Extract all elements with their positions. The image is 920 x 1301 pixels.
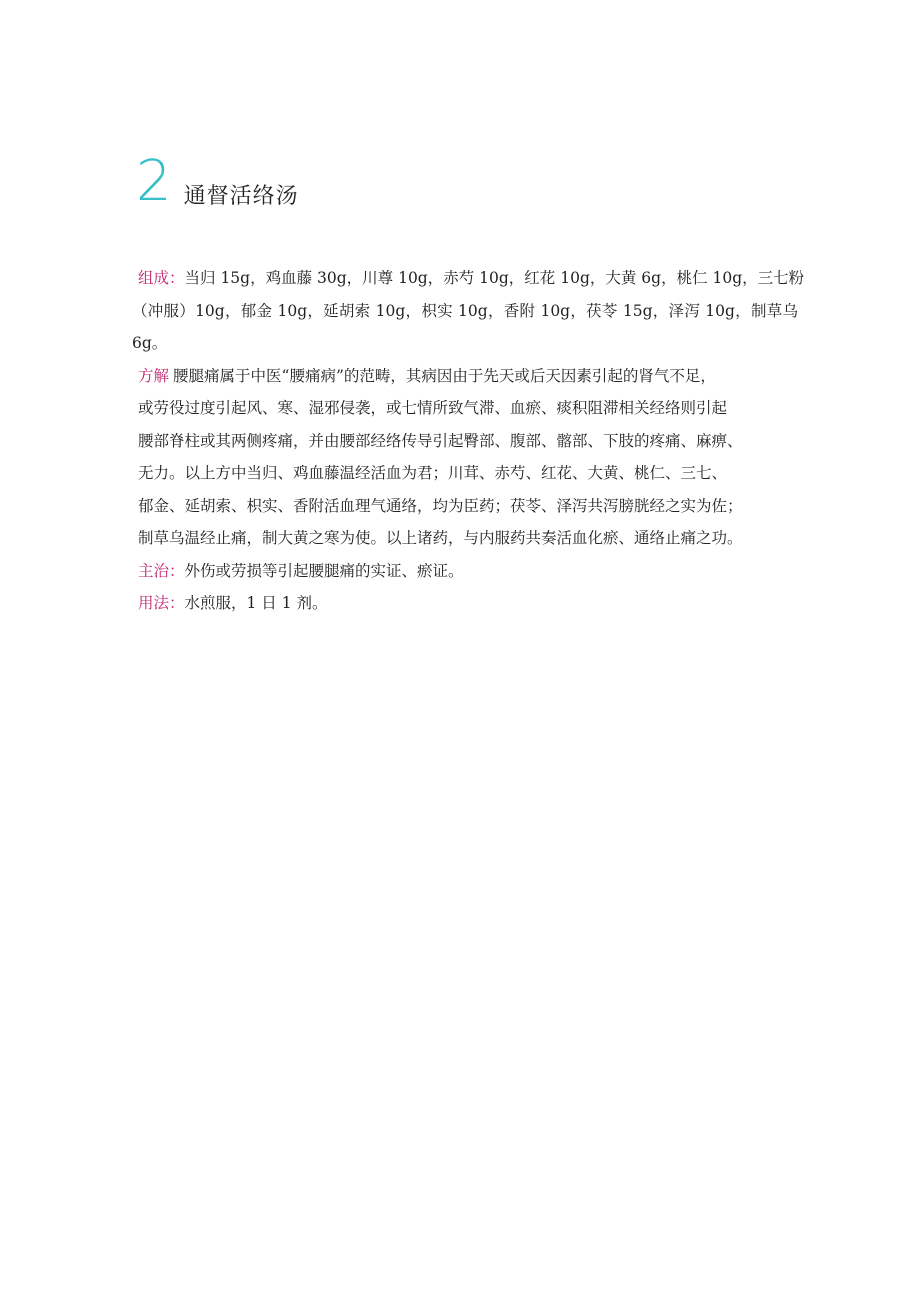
- explanation-label: 方解: [138, 366, 170, 385]
- explanation-line-4: 无力。以上方中当归、鸡血藤温经活血为君；川茸、赤芍、红花、大黄、桃仁、三七、: [138, 464, 728, 482]
- usage-text: 水煎服，1 日 1 剂。: [184, 594, 328, 612]
- indication-paragraph: [138, 555, 798, 588]
- composition-label: 组成：: [138, 269, 185, 287]
- composition-text-1: 当归 15g，鸡血藤 30g，川尊 10g，赤芍 10g，红花 10g，大黄 6g，桃仁 10g，三七粉: [184, 269, 805, 287]
- indication-label: 主治：: [138, 561, 185, 580]
- explanation-paragraph: [138, 360, 798, 555]
- explanation-line-1: [138, 360, 798, 393]
- explanation-text-1: 腰腿痛属于中医“腰痛病”的范畴，其病因由于先天或后天因素引起的肾气不足，: [173, 366, 716, 385]
- explanation-line-2: 或劳役过度引起风、寒、湿邪侵袭，或七情所致气滞、血瘀、痰积阻滞相关经络则引起: [138, 399, 728, 417]
- composition-line-1: [138, 262, 805, 295]
- explanation-line-6: 制草乌温经止痛，制大黄之寒为使。以上诸药，与内服药共奏活血化瘀、通络止痛之功。: [138, 529, 743, 547]
- section-title: 通督活络汤: [183, 184, 299, 209]
- section-number: 2: [136, 149, 172, 214]
- section-heading: [136, 149, 299, 214]
- document-body: [132, 262, 805, 620]
- explanation-line-5: 郁金、延胡索、枳实、香附活血理气通络，均为臣药；茯苓、泽泻共泻膀胱经之实为佐；: [138, 496, 743, 515]
- usage-label: 用法：: [138, 594, 185, 612]
- composition-line-2: （冲服）10g，郁金 10g，延胡索 10g，枳实 10g，香附 10g，茯苓 15g，泽泻 10g，制草乌 6g。: [132, 301, 798, 352]
- indication-text: 外伤或劳损等引起腰腿痛的实证、瘀证。: [184, 561, 464, 580]
- explanation-line-3: 腰部脊柱或其两侧疼痛，并由腰部经络传导引起臀部、腹部、髂部、下肢的疼痛、麻痹、: [138, 431, 743, 450]
- composition-paragraph: [132, 262, 805, 360]
- usage-paragraph: [138, 587, 798, 620]
